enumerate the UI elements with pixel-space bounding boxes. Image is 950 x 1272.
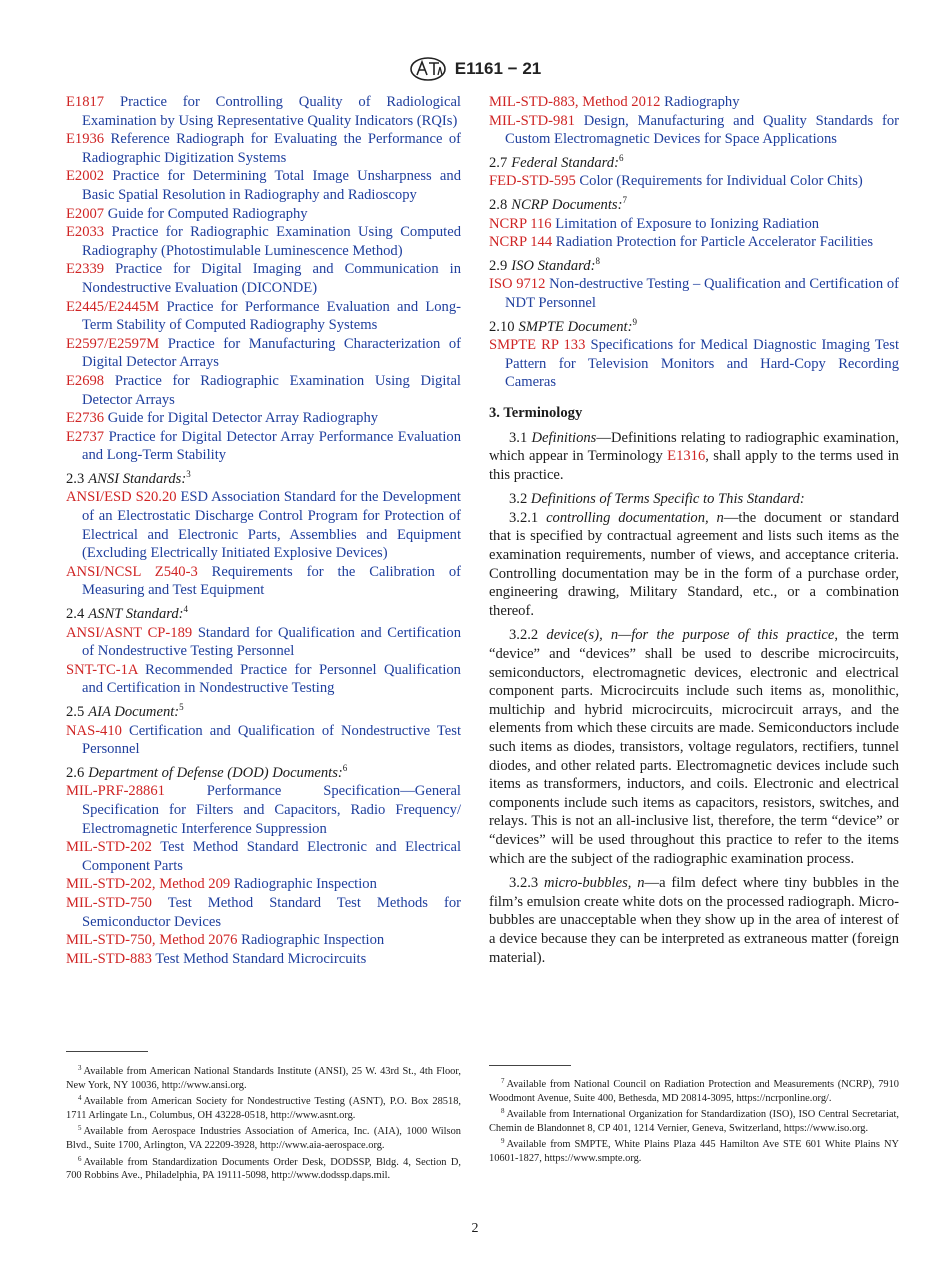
reference-code[interactable]: NCRP 144 [489, 234, 553, 251]
astm-reference-list [66, 93, 461, 465]
reference-code[interactable]: E1936 [66, 131, 105, 148]
reference-title: Radiographic Inspection [233, 876, 377, 893]
subsection-2-5: 2.5 AIA Document:$^5$ [66, 702, 184, 720]
reference-title: Recommended Practice for Personnel Qualification and Certification in Nondestructive Testing [82, 661, 461, 697]
reference-code[interactable]: E2033 [66, 224, 105, 241]
reference-title: Practice for Radiographic Examination Using Digital Detector Arrays [82, 372, 461, 408]
reference-title: Test Method Standard Test Methods for Semiconductor Devices [82, 894, 462, 930]
reference-title: Test Method Standard Microcircuits [155, 950, 367, 967]
reference-title: Practice for Performance Evaluation and Long-Term Stability of Computed Radiography Systems [82, 298, 461, 334]
footnote: $^7$ Available from National Council on Radiation Protection and Measurements (NCRP), 7910 Woodmont Avenue, Suite 400, Bethesda, MD 20814-3095, https://ncrponline.org/. [489, 1077, 899, 1104]
reference-title: Color (Requirements for Individual Color Chits) [579, 173, 863, 190]
subsection-2-4: 2.4 ASNT Standard:$^4$ [66, 604, 189, 623]
subsection-2-10: 2.10 SMPTE Document:$^9$ [489, 316, 637, 335]
reference-code[interactable]: MIL-STD-981 [489, 112, 575, 129]
reference-item [66, 130, 461, 167]
reference-code[interactable]: NAS-410 [66, 722, 122, 739]
subsection-2-7: 2.7 Federal Standard:$^6$ [489, 152, 624, 171]
reference-item [489, 112, 899, 149]
reference-title: Practice for Digital Detector Array Performance Evaluation and Long-Term Stability [82, 428, 462, 464]
reference-item [66, 488, 461, 562]
reference-item [489, 336, 899, 392]
subsection-2-3: 2.3 ANSI Standards:$^3$ [66, 468, 191, 487]
reference-title: Certification and Qualification of Nondestructive Test Personnel [82, 722, 461, 758]
reference-item [66, 167, 461, 204]
reference-item [66, 260, 461, 297]
reference-code[interactable]: MIL-STD-202, Method 209 [66, 876, 231, 893]
reference-item [66, 298, 461, 335]
paragraph-3-2-2: 3.2.2 device(s), n—for the purpose of this practice, the term “device” and “devices” shall be used to describe microcircuits, semiconductors, electromagnetic devices, electronic and electrical component parts. Microcircuits include such items as, monolithic, multichip and hybrid microcircuits, microcircuit arrays, and the elements from which these circuits are made. Semiconductors include such items as diodes, transistors, voltage regulators, rectifiers, tunnel diodes, and other related parts. Electromagnetic devices include such items as transformers, inductors, and coils. Electronic and electrical components include such items as capacitors, resistors, switches, and relays. This is not an all-inclusive list, therefore, the term “device” or “devices” will be used throughout this practice to refer to the items which are the subject of the radiographic examination process. [489, 627, 899, 867]
reference-code[interactable]: ANSI/ASNT CP-189 [66, 624, 193, 641]
reference-code[interactable]: MIL-STD-883, Method 2012 [489, 94, 661, 110]
footnote: $^6$ Available from Standardization Documents Order Desk, DODSSP, Bldg. 4, Section D, 700 Robbins Ave., Philadelphia, PA 19111-5098, http://www.dodssp.daps.mil. [66, 1154, 461, 1182]
reference-title: Radiation Protection for Particle Accelerator Facilities [555, 234, 874, 251]
reference-item [66, 950, 461, 969]
reference-title: Non-destructive Testing – Qualification and Certification of NDT Personnel [505, 276, 899, 311]
reference-item [489, 233, 899, 252]
subsection-2-8: 2.8 NCRP Documents:$^7$ [489, 194, 627, 213]
reference-code[interactable]: MIL-STD-750 [66, 894, 152, 911]
footnote: $^8$ Available from International Organization for Standardization (ISO), ISO Central Secretariat, Chemin de Blandonnet 8, CP 401, 1214 Vernier, Geneva, Switzerland, https://www.iso.org. [489, 1107, 899, 1134]
reference-code[interactable]: E2445/E2445M [66, 298, 160, 315]
reference-item [66, 205, 461, 224]
reference-title: Practice for Radiographic Examination Using Computed Radiography (Photostimulable Luminescence Method) [82, 224, 461, 259]
standard-designation: E1161 − 21 [454, 59, 542, 78]
subsection-2-6: 2.6 Department of Defense (DOD) Documents:$^6$ [66, 762, 348, 781]
reference-item [66, 409, 461, 428]
footnote: $^3$ Available from American National Standards Institute (ANSI), 25 W. 43rd St., 4th Floor, New York, NY 10036, http://www.ansi.org. [66, 1064, 461, 1091]
reference-code[interactable]: SMPTE RP 133 [489, 337, 586, 354]
reference-title: Requirements for the Calibration of Measuring and Test Equipment [82, 563, 461, 599]
footnote: $^4$ Available from American Society for Nondestructive Testing (ASNT), P.O. Box 28518, 1711 Arlingate Ln., Columbus, OH 43228-0518, http://www.asnt.org. [66, 1094, 461, 1121]
reference-item [66, 223, 461, 260]
right-column [489, 93, 899, 973]
section-heading-terminology: 3. Terminology [489, 404, 583, 421]
reference-code[interactable]: ANSI/NCSL Z540-3 [66, 563, 198, 580]
reference-title: Reference Radiograph for Evaluating the Performance of Radiographic Digitization Systems [82, 131, 462, 166]
reference-item [66, 838, 461, 875]
reference-code[interactable]: E2737 [66, 428, 105, 445]
reference-code[interactable]: E2002 [66, 168, 105, 185]
reference-code[interactable]: E1817 [66, 94, 105, 110]
reference-title: ESD Association Standard for the Development of an Electrostatic Discharge Control Program for Protection of Electrical and Electronic Parts, Assemblies and Equipment (Excluding Electrically Initiated Explosive Devices) [82, 489, 461, 562]
reference-item [489, 93, 899, 112]
reference-item [66, 661, 461, 698]
reference-code[interactable]: E2736 [66, 410, 105, 427]
footnotes-right [489, 1075, 899, 1166]
reference-title: Standard for Qualification and Certification of Nondestructive Testing Personnel [82, 624, 461, 660]
reference-title: Practice for Determining Total Image Unsharpness and Basic Spatial Resolution in Radiography and Radioscopy [82, 168, 461, 203]
reference-title: Practice for Digital Imaging and Communication in Nondestructive Evaluation (DICONDE) [82, 261, 462, 296]
reference-title: Design, Manufacturing and Quality Standards for Custom Electromagnetic Devices for Space Applications [505, 112, 899, 148]
reference-code[interactable]: ANSI/ESD S20.20 [66, 489, 177, 506]
reference-item [66, 894, 461, 931]
reference-title: Limitation of Exposure to Ionizing Radiation [555, 215, 820, 232]
reference-title: Performance Specification—General Specification for Filters and Capacitors, Radio Frequency/ Electromagnetic Interference Suppression [82, 783, 461, 837]
paragraph-3-2-3: 3.2.3 micro-bubbles, n—a film defect where tiny bubbles in the film’s emulsion create white dots on the processed radiograph. Micro-bubbles are unacceptable when they show up in the area of interest of a device because they can be interpreted as extraneous matter (foreign material). [489, 875, 900, 966]
reference-code[interactable]: FED-STD-595 [489, 173, 576, 190]
reference-item [66, 931, 461, 950]
reference-item [66, 624, 461, 661]
reference-item [66, 722, 461, 759]
reference-title: Radiographic Inspection [241, 932, 385, 949]
reference-item [66, 93, 461, 130]
reference-code[interactable]: MIL-PRF-28861 [66, 783, 165, 800]
footnote-divider [66, 1051, 148, 1052]
reference-item [489, 275, 899, 312]
astm-logo-icon [409, 56, 447, 82]
reference-code[interactable]: E1316 [667, 448, 706, 465]
footnote: $^5$ Available from Aerospace Industries Association of America, Inc. (AIA), 1000 Wilson Blvd., Suite 1700, Arlington, VA 22209-3928, http://www.aia-aerospace.org. [66, 1124, 461, 1151]
footnote: $^9$ Available from SMPTE, White Plains Plaza 445 Hamilton Ave STE 601 White Plains NY 10601-1827, https://www.smpte.org. [489, 1137, 899, 1164]
reference-item [66, 563, 461, 600]
page-number: 2 [471, 1221, 479, 1236]
reference-code[interactable]: ISO 9712 [489, 276, 546, 293]
reference-item [66, 428, 461, 465]
paragraph-3-2: 3.2 Definitions of Terms Specific to This Standard: [509, 491, 805, 508]
reference-title: Practice for Controlling Quality of Radiological Examination by Using Representative Quality Indicators (RQIs) [82, 94, 461, 129]
reference-item [489, 172, 899, 191]
reference-code[interactable]: E2339 [66, 261, 105, 278]
reference-item [489, 215, 899, 234]
reference-title: Practice for Manufacturing Characterization of Digital Detector Arrays [82, 335, 461, 371]
reference-title: Guide for Computed Radiography [107, 205, 308, 222]
reference-code[interactable]: E2597/E2597M [66, 335, 160, 352]
paragraph-3-1: 3.1 Definitions—Definitions relating to radiographic examination, which appear in Terminology E1316, shall apply to the terms used in this practice. [489, 429, 899, 483]
left-column [66, 93, 461, 968]
reference-title: Specifications for Medical Diagnostic Imaging Test Pattern for Television Monitors and Hard-Copy Recording Cameras [505, 337, 899, 391]
reference-code[interactable]: SNT-TC-1A [66, 661, 138, 678]
page-header [0, 56, 950, 87]
reference-code[interactable]: MIL-STD-883 [66, 950, 152, 967]
reference-code[interactable]: E2698 [66, 372, 105, 389]
paragraph-3-2-1: 3.2.1 controlling documentation, n—the document or standard that is specified by contractual agreement and lists such items as the examination requirements, number of views, and acceptance criteria. Controlling documentation may be in the form of a purchase order, engineering drawing, Military Standard, etc., or a combination thereof. [489, 509, 899, 619]
reference-item [66, 782, 461, 838]
reference-item [66, 875, 461, 894]
reference-code[interactable]: MIL-STD-750, Method 2076 [66, 932, 238, 949]
footnote-divider [489, 1065, 571, 1066]
reference-code[interactable]: E2007 [66, 205, 105, 222]
footnotes-left [66, 1062, 461, 1183]
reference-code[interactable]: MIL-STD-202 [66, 839, 152, 856]
reference-item [66, 372, 461, 409]
subsection-2-9: 2.9 ISO Standard:$^8$ [489, 255, 600, 274]
reference-item [66, 335, 461, 372]
reference-code[interactable]: NCRP 116 [489, 215, 552, 232]
reference-title: Test Method Standard Electronic and Electrical Component Parts [82, 839, 462, 874]
reference-title: Radiography [664, 94, 740, 110]
reference-title: Guide for Digital Detector Array Radiography [107, 410, 379, 427]
